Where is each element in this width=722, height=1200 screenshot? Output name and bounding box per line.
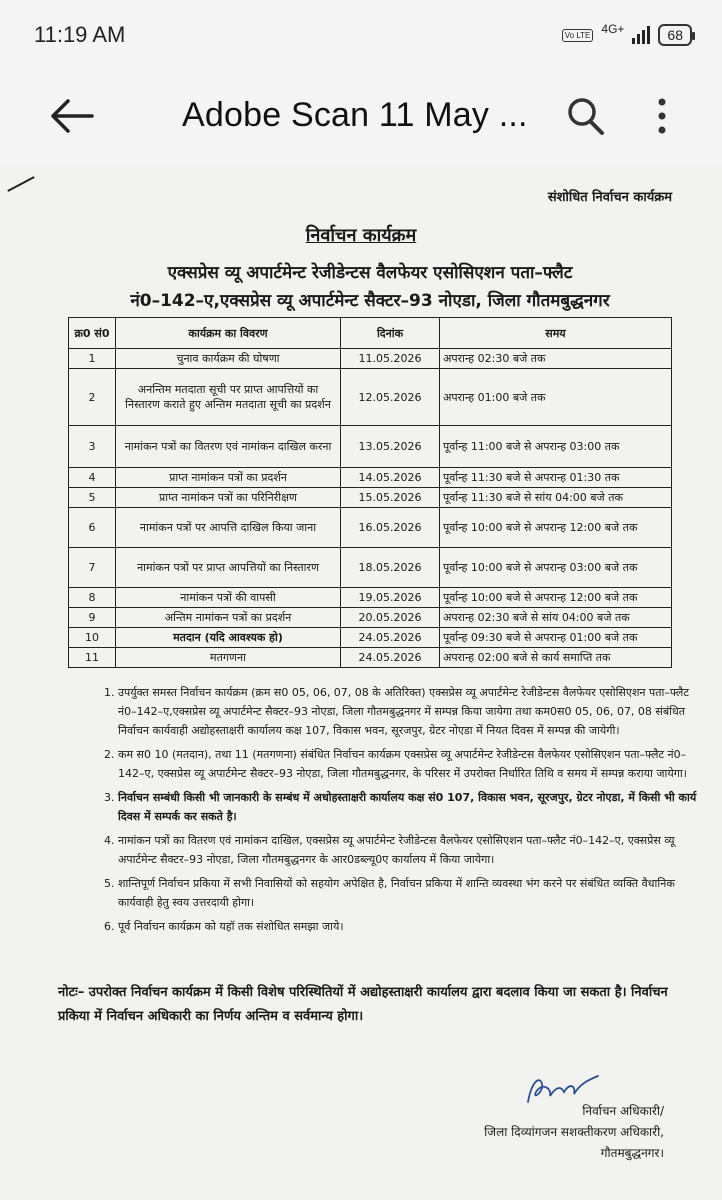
row-description: नामांकन पत्रों पर आपत्ति दाखिल किया जाना bbox=[116, 508, 341, 548]
row-time: पूर्वान्ह 11:00 बजे से अपरान्ह 03:00 तक bbox=[440, 426, 672, 468]
search-icon[interactable] bbox=[566, 95, 606, 137]
arrow-left-icon[interactable] bbox=[48, 96, 96, 136]
status-bar bbox=[0, 0, 722, 70]
table-row bbox=[69, 588, 672, 608]
row-description: अनन्तिम मतदाता सूची पर प्राप्त आपत्तियों का निस्तारण कराते हुए अन्तिम मतदाता सूची का प्रदर्शन bbox=[116, 369, 341, 426]
row-date: 18.05.2026 bbox=[341, 548, 440, 588]
table-row bbox=[69, 608, 672, 628]
row-description: मतगणना bbox=[116, 648, 341, 668]
list-item: 1. उपर्युक्त समस्त निर्वाचन कार्यक्रम (क्रम स0 05, 06, 07, 08 के अतिरिक्त) एक्सप्रेस व्यू अपार्टमेन्ट रेजीडेन्टस वैलफेयर एसोसिएशन पता–फ्लैट नं0–142–ए,एक्सप्रेस व्यू अपार्टमेन्ट सैक्टर–93 नोएडा, जिला गौतमबुद्धनगर में सम्पन्न किया जायेगा तथा कम0स0 05, 06, 07, 08 संबंधित निर्वाचन कार्यवाही अद्योहस्ताक्षरी कार्यालय कक्ष 107, विकास भवन, सूरजपुर, ग्रेटर नोएडा में नियत दिवस में सम्पन्न की जायेगी। bbox=[118, 683, 704, 740]
table-row bbox=[69, 349, 672, 369]
list-item: 4. नामांकन पत्रों का वितरण एवं नामांकन दाखिल, एक्सप्रेस व्यू अपार्टमेन्ट रेजीडेन्टस वैलफेयर एसोसिएशन पता–फ्लैट नं0–142–ए, एक्सप्रेस व्यू अपार्टमेन्ट सैक्टर–93 नोएडा, जिला गौतमबुद्धनगर के आर0डब्ल्यू0ए कार्यालय में किया जायेगा। bbox=[118, 831, 704, 869]
more-vert-icon[interactable] bbox=[652, 96, 672, 138]
signatory-district: गौतमबुद्धनगर। bbox=[600, 1146, 664, 1160]
list-item: 3. निर्वाचन सम्बंधी किसी भी जानकारी के सम्बंध में अधोहस्ताक्षरी कार्यालय कक्ष सं0 107, विकास भवन, सूरजपुर, ग्रेटर नोएडा, में किसी भी कार्य दिवस में सम्पर्क कर सकते है। bbox=[118, 788, 704, 826]
row-date: 14.05.2026 bbox=[341, 468, 440, 488]
row-serial: 7 bbox=[69, 548, 116, 588]
battery-icon bbox=[658, 24, 692, 46]
list-item: 6. पूर्व निर्वाचन कार्यक्रम को यहॉ तक संशोधित समझा जाये। bbox=[118, 917, 704, 936]
row-description: मतदान (यदि आवश्यक हो) bbox=[116, 628, 341, 648]
row-serial: 5 bbox=[69, 488, 116, 508]
row-description: चुनाव कार्यक्रम की घोषणा bbox=[116, 349, 341, 369]
row-time: अपरान्ह 02:30 बजे तक bbox=[440, 349, 672, 369]
row-description: प्राप्त नामांकन पत्रों का प्रदर्शन bbox=[116, 468, 341, 488]
row-time: पूर्वान्ह 09:30 बजे से अपरान्ह 01:00 बजे तक bbox=[440, 628, 672, 648]
list-item: 5. शान्तिपूर्ण निर्वाचन प्रकिया में सभी निवासियों को सहयोग अपेक्षित है, निर्वाचन प्रकिया में शान्ति व्यवस्था भंग करने पर संबंधित व्यक्ति वैधानिक कार्यवाही हेतु स्वय उत्तरदायी होगा। bbox=[118, 874, 704, 912]
schedule-table bbox=[68, 317, 672, 668]
doc-heading: निर्वाचन कार्यक्रम bbox=[305, 225, 417, 246]
row-time: पूर्वान्ह 11:30 बजे से अपरान्ह 01:30 तक bbox=[440, 468, 672, 488]
row-description: प्राप्त नामांकन पत्रों का परिनिरीक्षण bbox=[116, 488, 341, 508]
row-serial: 4 bbox=[69, 468, 116, 488]
row-serial: 6 bbox=[69, 508, 116, 548]
signature-block bbox=[484, 1101, 664, 1164]
table-header-row bbox=[69, 318, 672, 349]
row-description: नामांकन पत्रों की वापसी bbox=[116, 588, 341, 608]
table-row bbox=[69, 508, 672, 548]
header-date: दिनांक bbox=[341, 318, 440, 349]
list-item: 2. कम स0 10 (मतदान), तथा 11 (मतगणना) संबंधित निर्वाचन कार्यक्रम एक्सप्रेस व्यू अपार्टमेन्ट रेजीडेन्टस वैलफेयर एसोसिएशन पता–फ्लैट नं0–142–ए, एक्सप्रेस व्यू अपार्टमेन्ट सैक्टर–93 नोएडा, जिला गौतमबुद्धनगर, के परिसर में उपरोक्त निर्धारित तिथि व समय में सम्पन्न कराया जायेगा। bbox=[118, 745, 704, 783]
volte-icon: Vo LTE bbox=[562, 29, 594, 42]
row-date: 24.05.2026 bbox=[341, 628, 440, 648]
signal-icon bbox=[632, 26, 650, 44]
status-icons bbox=[562, 20, 692, 50]
table-row bbox=[69, 426, 672, 468]
document-title: Adobe Scan 11 May ... bbox=[182, 96, 528, 134]
table-row bbox=[69, 488, 672, 508]
row-description: नामांकन पत्रों पर प्राप्त आपत्तियों का निस्तारण bbox=[116, 548, 341, 588]
header-time: समय bbox=[440, 318, 672, 349]
signatory-title: निर्वाचन अधिकारी/ bbox=[582, 1104, 664, 1118]
row-serial: 1 bbox=[69, 349, 116, 369]
row-serial: 2 bbox=[69, 369, 116, 426]
row-serial: 10 bbox=[69, 628, 116, 648]
row-serial: 3 bbox=[69, 426, 116, 468]
row-time: पूर्वान्ह 10:00 बजे से अपरान्ह 03:00 बजे तक bbox=[440, 548, 672, 588]
row-date: 20.05.2026 bbox=[341, 608, 440, 628]
row-date: 12.05.2026 bbox=[341, 369, 440, 426]
row-time: पूर्वान्ह 11:30 बजे से सांय 04:00 बजे तक bbox=[440, 488, 672, 508]
row-description: अन्तिम नामांकन पत्रों का प्रदर्शन bbox=[116, 608, 341, 628]
row-date: 11.05.2026 bbox=[341, 349, 440, 369]
row-serial: 9 bbox=[69, 608, 116, 628]
pen-mark bbox=[7, 176, 34, 192]
row-time: अपरान्ह 02:00 बजे से कार्य समाप्ति तक bbox=[440, 648, 672, 668]
row-time: पूर्वान्ह 10:00 बजे से अपरान्ह 12:00 बजे तक bbox=[440, 588, 672, 608]
org-line-2: नं0–142–ए,एक्सप्रेस व्यू अपार्टमेन्ट सैक्टर–93 नोएडा, जिला गौतमबुद्धनगर bbox=[130, 291, 610, 311]
revised-label: संशोधित निर्वाचन कार्यक्रम bbox=[547, 190, 672, 205]
app-bar bbox=[0, 70, 722, 165]
header-serial: क्र0 सं0 bbox=[69, 318, 116, 349]
table-row bbox=[69, 369, 672, 426]
table-row bbox=[69, 548, 672, 588]
row-date: 13.05.2026 bbox=[341, 426, 440, 468]
notes-list bbox=[90, 683, 704, 941]
network-type: 4G+ bbox=[601, 22, 625, 36]
row-date: 24.05.2026 bbox=[341, 648, 440, 668]
organization-address bbox=[60, 259, 680, 315]
signatory-office: जिला दिव्यांगजन सशक्तीकरण अधिकारी, bbox=[484, 1125, 664, 1139]
table-row bbox=[69, 648, 672, 668]
table-row bbox=[69, 628, 672, 648]
row-time: पूर्वान्ह 10:00 बजे से अपरान्ह 12:00 बजे तक bbox=[440, 508, 672, 548]
scanned-document[interactable] bbox=[0, 165, 722, 1200]
row-date: 15.05.2026 bbox=[341, 488, 440, 508]
row-description: नामांकन पत्रों का वितरण एवं नामांकन दाखिल करना bbox=[116, 426, 341, 468]
row-time: अपरान्ह 02:30 बजे से सांय 04:00 बजे तक bbox=[440, 608, 672, 628]
row-serial: 8 bbox=[69, 588, 116, 608]
row-date: 16.05.2026 bbox=[341, 508, 440, 548]
battery-level: 68 bbox=[667, 27, 683, 43]
header-description: कार्यक्रम का विवरण bbox=[116, 318, 341, 349]
clock: 11:19 AM bbox=[34, 22, 126, 47]
row-date: 19.05.2026 bbox=[341, 588, 440, 608]
row-time: अपरान्ह 01:00 बजे तक bbox=[440, 369, 672, 426]
org-line-1: एक्सप्रेस व्यू अपार्टमेन्ट रेजीडेन्टस वैलफेयर एसोसिएशन पता–फ्लैट bbox=[167, 263, 573, 283]
table-row bbox=[69, 468, 672, 488]
note-paragraph: नोटः– उपरोक्त निर्वाचन कार्यक्रम में किसी विशेष परिस्थितियों में अद्योहस्ताक्षरी कार्यालय द्वारा बदलाव किया जा सकता है। निर्वाचन प्रकिया में निर्वाचन अधिकारी का निर्णय अन्तिम व सर्वमान्य होगा। bbox=[58, 985, 668, 1024]
row-serial: 11 bbox=[69, 648, 116, 668]
